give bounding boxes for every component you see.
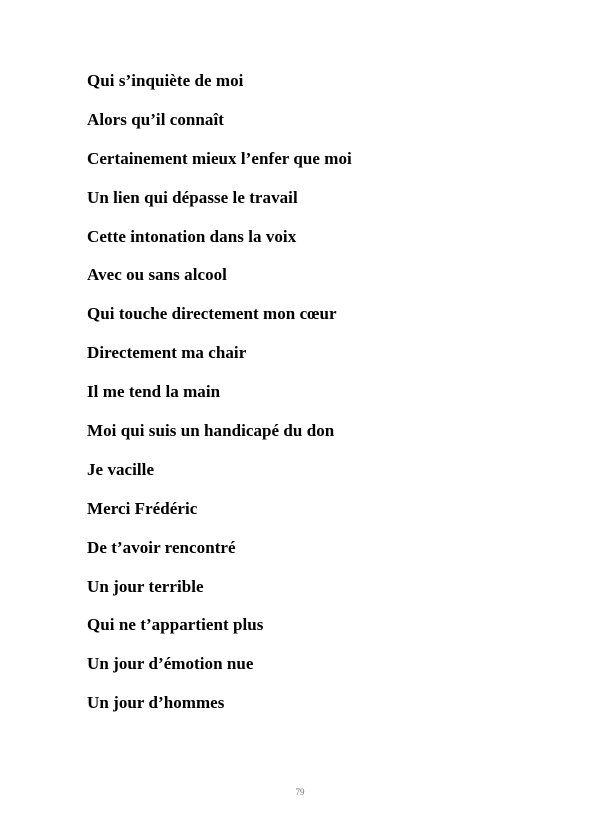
- poem-line: Je vacille: [87, 459, 155, 479]
- poem-line: Il me tend la main: [87, 382, 221, 402]
- poem-line: De t’avoir rencontré: [87, 537, 236, 557]
- poem-line: Directement ma chair: [87, 343, 247, 363]
- poem-line: Certainement mieux l’enfer que moi: [87, 148, 352, 168]
- poem-line: Alors qu’il connaît: [87, 109, 224, 129]
- poem-line: Un jour terrible: [87, 576, 204, 596]
- poem-line: Avec ou sans alcool: [87, 265, 227, 285]
- poem-line: Un jour d’hommes: [87, 693, 225, 713]
- poem-line: Merci Frédéric: [87, 498, 198, 518]
- poem-line: Un lien qui dépasse le travail: [87, 187, 298, 207]
- poem-line: Cette intonation dans la voix: [87, 226, 297, 246]
- page-number: 79: [295, 787, 305, 797]
- poem-line: Moi qui suis un handicapé du don: [87, 421, 335, 441]
- poem-line: Un jour d’émotion nue: [87, 654, 254, 674]
- poem-line: Qui ne t’appartient plus: [87, 615, 264, 635]
- poem-line: Qui touche directement mon cœur: [87, 304, 337, 324]
- poem-line: Qui s’inquiète de moi: [87, 71, 244, 90]
- poem-text: [87, 70, 352, 731]
